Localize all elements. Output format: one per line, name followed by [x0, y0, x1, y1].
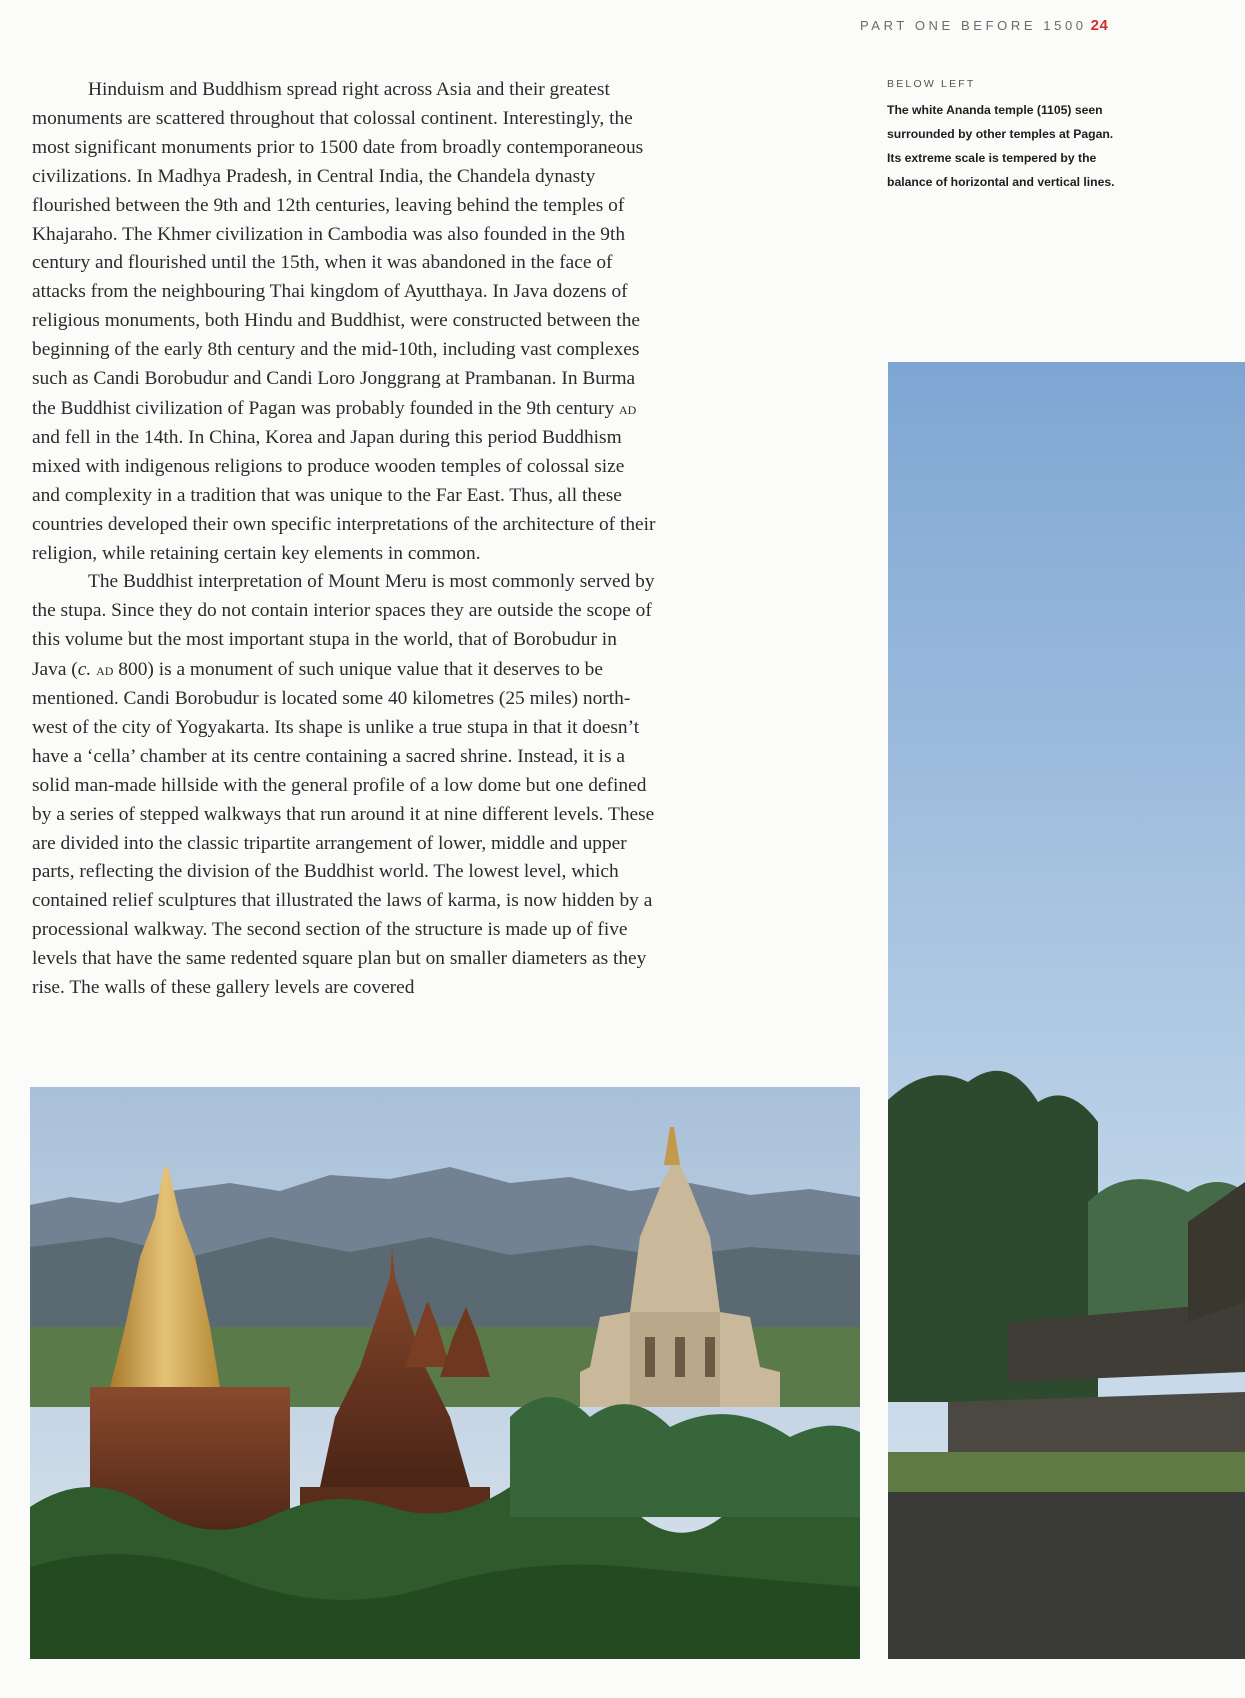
paragraph-2	[32, 568, 656, 1003]
paragraph-2-end: 800) is a monument of such unique value that it deserves to be mentioned. Candi Borobudur is located some 40 kilometres (25 miles) north-west of the city of Yogyakarta. Its shape is unlike a true stupa in that it doesn’t have a ‘cella’ chamber at its centre containing a sacred shrine. Instead, it is a solid man-made hillside with the general profile of a low dome but one defined by a series of stepped walkways that run around it at nine different levels. These are divided into the classic tripartite arrangement of lower, middle and upper parts, reflecting the division of the Buddhist world. The lowest level, which contained relief sculptures that illustrated the laws of karma, is now hidden by a processional walkway. The second section of the structure is made up of five levels that have the same redented square plan but on smaller diameters as they rise. The walls of these gallery levels are covered	[32, 659, 655, 999]
photo-pagan-temples	[30, 1087, 860, 1659]
borobudur-illustration	[888, 362, 1245, 1659]
body-text	[32, 76, 656, 1003]
running-head-title: PART ONE BEFORE 1500	[860, 18, 1087, 33]
era-abbrev-ad-1: ad	[619, 397, 637, 418]
pagan-landscape-illustration	[30, 1087, 860, 1659]
paragraph-1-end: and fell in the 14th. In China, Korea and Japan during this period Buddhism mixed with indigenous religions to produce wooden temples of colossal size and complexity in a tradition that was unique to the Far East. Thus, all these countries developed their own specific interpretations of the architecture of their religion, while retaining certain key elements in common.	[32, 426, 656, 564]
paragraph-2-start: The Buddhist interpretation of Mount Meru is most commonly served by the stupa. Since they do not contain interior spaces they are outside the scope of this volume but the most important stupa in the world, that of Borobudur in Java (	[32, 571, 655, 681]
lawn	[888, 1452, 1245, 1492]
paragraph-1	[32, 76, 656, 568]
photo-caption	[887, 78, 1117, 194]
photo-borobudur	[888, 362, 1245, 1659]
page-number: 24	[1090, 17, 1109, 34]
running-head	[860, 17, 1122, 34]
paragraph-1-text: Hinduism and Buddhism spread right across Asia and their greatest monuments are scattered throughout that colossal continent. Interestingly, the most significant monuments prior to 1500 date from broadly contemporaneous civilizations. In Madhya Pradesh, in Central India, the Chandela dynasty flourished between the 9th and 12th centuries, leaving behind the temples of Khajaraho. The Khmer civilization in Cambodia was also founded in the 9th century and flourished until the 15th, when it was abandoned in the face of attacks from the neighbouring Thai kingdom of Ayutthaya. In Java dozens of religious monuments, both Hindu and Buddhist, were constructed between the beginning of the early 8th century and the mid-10th, including vast complexes such as Candi Borobudur and Candi Loro Jonggrang at Prambanan. In Burma the Buddhist civilization of Pagan was probably founded in the 9th century	[32, 79, 644, 419]
era-abbrev-ad-2: ad	[96, 659, 114, 680]
caption-label: BELOW LEFT	[887, 78, 976, 90]
circa-abbrev: c.	[77, 659, 92, 681]
caption-text: The white Ananda temple (1105) seen surrounded by other temples at Pagan. Its extreme scale is tempered by the balance of horizontal and vertical lines.	[887, 103, 1115, 189]
borobudur-terrace-lower	[948, 1392, 1245, 1457]
foreground-shadow	[888, 1492, 1245, 1659]
